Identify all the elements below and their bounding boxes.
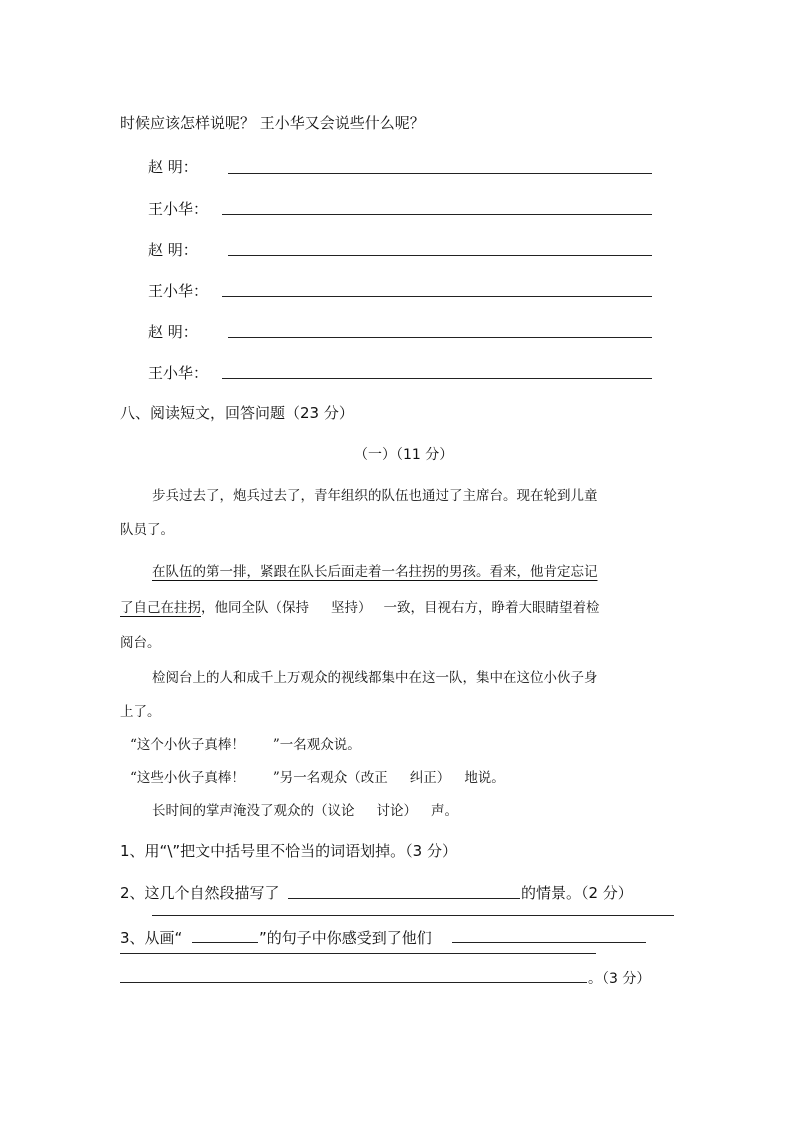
passage-fragment: ，他同全队（保持 [201, 600, 309, 616]
passage-fragment: 长时间的掌声淹没了观众的（议论 [152, 803, 355, 819]
passage-text [152, 799, 458, 819]
passage-fragment: 一致，目视右方，睁着大眼睛望着检 [383, 600, 600, 616]
dialogue-speaker: 王小华： [148, 364, 209, 382]
passage-text [130, 733, 361, 753]
passage-fragment: “这些小伙子真棒！ [130, 770, 245, 786]
question-3-score: 。（3 分） [588, 971, 651, 987]
dialogue-speaker: 赵 明： [148, 158, 198, 176]
answer-line[interactable] [222, 214, 652, 215]
passage-text: 队员了。 [120, 522, 174, 538]
passage-fragment: 讨论） [376, 803, 417, 819]
q3-answer-line[interactable] [120, 982, 587, 983]
underlined-sentence-end: 了自己在拄拐 [120, 600, 201, 616]
question-1: 1、用“\”把文中括号里不恰当的词语划掉。（3 分） [120, 842, 457, 860]
answer-line[interactable] [228, 255, 652, 256]
passage-text: 上了。 [120, 704, 161, 720]
passage-text [120, 596, 600, 616]
question-2-prefix: 2、这几个自然段描写了 [120, 884, 280, 902]
question-3-text: ”的句子中你感受到了他们 [259, 929, 432, 947]
passage-text: 检阅台上的人和成千上万观众的视线都集中在这一队，集中在这位小伙子身 [152, 670, 598, 686]
question-3-prefix: 3、从画“ [120, 929, 183, 947]
passage-fragment: 纠正） [409, 770, 451, 786]
passage-fragment: 地说。 [464, 770, 505, 786]
dialogue-speaker: 王小华： [148, 282, 209, 300]
underlined-sentence: 在队伍的第一排，紧跟在队长后面走着一名拄拐的男孩。看来，他肯定忘记 [152, 564, 598, 580]
q3-answer-line[interactable] [120, 953, 596, 954]
passage-fragment: 声。 [431, 803, 458, 819]
passage-fragment: ”一名观众说。 [272, 737, 361, 753]
dialogue-speaker: 王小华： [148, 200, 209, 218]
dialogue-speaker: 赵 明： [148, 241, 198, 259]
q3-underline-sample [192, 942, 258, 943]
section-heading: 八、阅读短文，回答问题（23 分） [120, 404, 354, 422]
answer-line[interactable] [222, 296, 652, 297]
question-2-suffix: 的情景。（2 分） [521, 884, 633, 902]
passage-fragment: “这个小伙子真棒！ [130, 737, 245, 753]
passage-fragment: 坚持） [331, 600, 372, 616]
q2-answer-line[interactable] [152, 915, 674, 916]
intro-line: 时候应该怎样说呢？ 王小华又会说些什么呢？ [120, 114, 425, 132]
part-heading: （一）（11 分） [354, 447, 454, 463]
dialogue-speaker: 赵 明： [148, 323, 198, 341]
answer-line[interactable] [222, 378, 652, 379]
passage-fragment: ”另一名观众（改正 [272, 770, 388, 786]
passage-text: 阅台。 [120, 635, 161, 651]
passage-text [130, 766, 505, 786]
passage-text: 步兵过去了，炮兵过去了，青年组织的队伍也通过了主席台。现在轮到儿童 [152, 488, 598, 504]
q2-answer-blank[interactable] [288, 898, 520, 899]
answer-line[interactable] [228, 173, 652, 174]
answer-line[interactable] [228, 337, 652, 338]
q3-answer-blank[interactable] [452, 942, 646, 943]
